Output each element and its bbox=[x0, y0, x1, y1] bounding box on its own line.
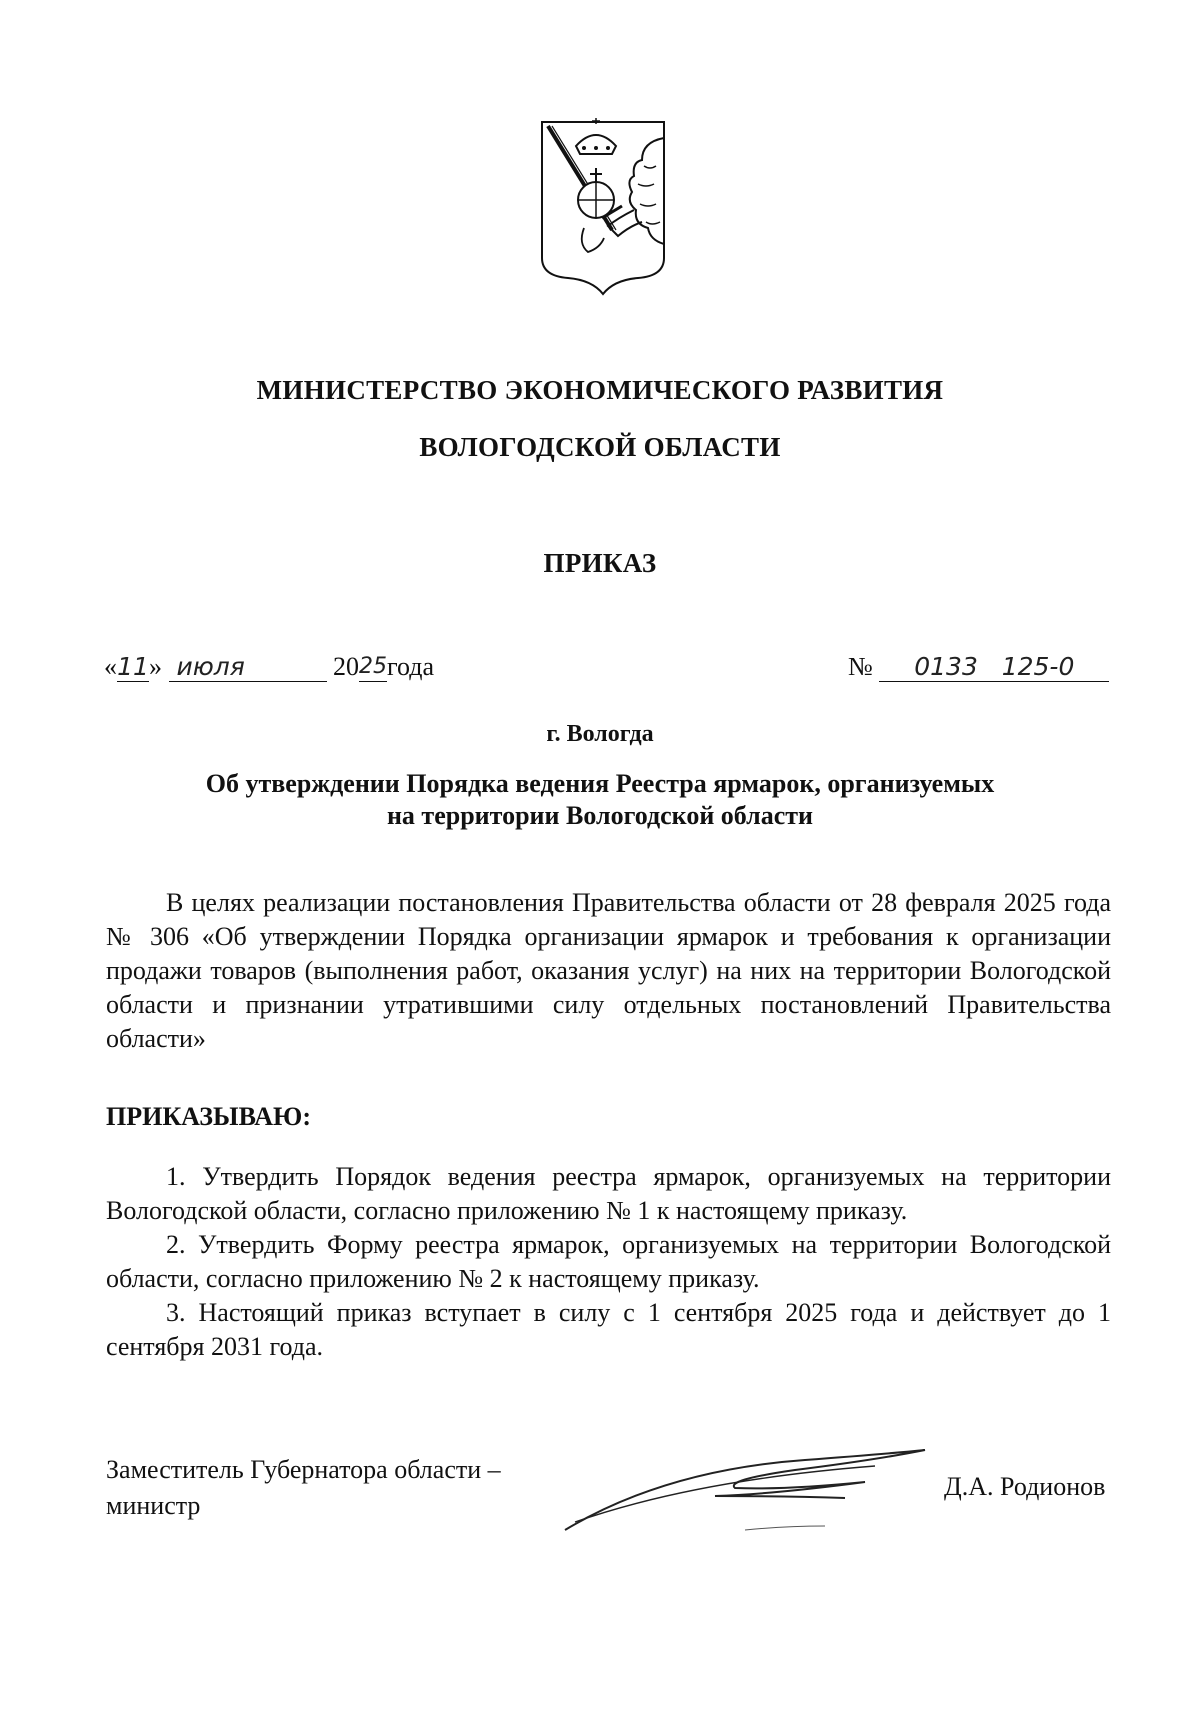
document-title bbox=[0, 768, 1200, 832]
handwritten-signature bbox=[545, 1430, 955, 1540]
list-item: 2. Утвердить Форму реестра ярмарок, организуемых на территории Вологодской области, согласно приложению № 2 к настоящему приказу. bbox=[106, 1230, 1111, 1293]
date-year-suffix: 25 bbox=[359, 653, 387, 682]
list-item: 1. Утвердить Порядок ведения реестра ярмарок, организуемых на территории Вологодской области, согласно приложению № 1 к настоящему приказу. bbox=[106, 1162, 1111, 1225]
date-year-word: года bbox=[387, 652, 435, 681]
coat-of-arms-emblem bbox=[538, 118, 668, 296]
document-type: ПРИКАЗ bbox=[543, 548, 657, 578]
ministry-name-line1: МИНИСТЕРСТВО ЭКОНОМИЧЕСКОГО РАЗВИТИЯ bbox=[256, 375, 944, 405]
signatory-position bbox=[106, 1452, 501, 1524]
document-number bbox=[848, 652, 1109, 682]
date-year-prefix: 20 bbox=[333, 652, 359, 681]
list-item: 3. Настоящий приказ вступает в силу с 1 сентября 2025 года и действует до 1 сентября 2031 года. bbox=[106, 1298, 1111, 1361]
preamble: В целях реализации постановления Правительства области от 28 февраля 2025 года № 306 «Об утверждении Порядка организации ярмарок и требования к организации продажи товаров (выполнения работ, оказания услуг) на них на территории Вологодской области и признании утратившими силу отдельных постановлений Правительства области» bbox=[106, 888, 1111, 1053]
position-line1: Заместитель Губернатора области – bbox=[106, 1455, 501, 1484]
date-day: 11 bbox=[117, 652, 149, 681]
signatory-name: Д.А. Родионов bbox=[944, 1472, 1106, 1501]
date-close-quote: » bbox=[149, 652, 162, 681]
title-line1: Об утверждении Порядка ведения Реестра ярмарок, организуемых bbox=[205, 769, 995, 798]
number-sign: № bbox=[848, 652, 873, 681]
city: г. Вологда bbox=[546, 721, 654, 747]
position-line2: министр bbox=[106, 1491, 201, 1520]
title-line2: на территории Вологодской области bbox=[386, 801, 814, 830]
number-value: 0133 125-0 bbox=[879, 653, 1109, 682]
order-word: ПРИКАЗЫВАЮ: bbox=[106, 1102, 311, 1131]
date-month: июля bbox=[169, 653, 327, 682]
date-open-quote: « bbox=[104, 652, 117, 681]
document-date bbox=[104, 652, 434, 682]
ministry-name-line2: ВОЛОГОДСКОЙ ОБЛАСТИ bbox=[419, 432, 781, 462]
